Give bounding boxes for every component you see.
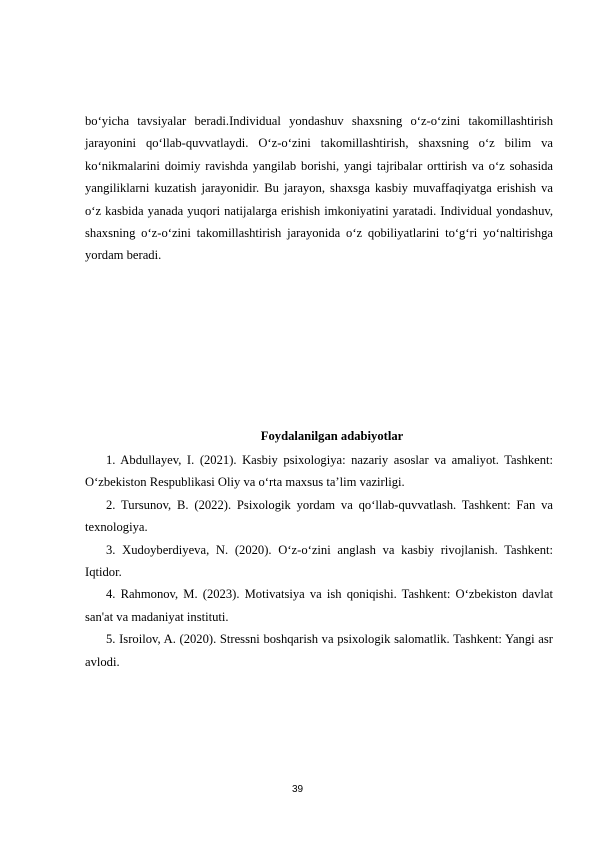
reference-item: 1. Abdullayev, I. (2021). Kasbiy psixologiya: nazariy asoslar va amaliyot. Tashkent: O‘zbekiston Respublikasi Oliy va o‘rta maxsus ta’lim vazirligi. — [85, 453, 553, 490]
references-heading: Foydalanilgan adabiyotlar — [260, 429, 404, 443]
reference-item: 4. Rahmonov, M. (2023). Motivatsiya va ish qoniqishi. Tashkent: O‘zbekiston davlat san'at va madaniyat instituti. — [85, 587, 553, 624]
reference-item: 2. Tursunov, B. (2022). Psixologik yordam va qo‘llab-quvvatlash. Tashkent: Fan va texnologiya. — [85, 497, 553, 535]
reference-item: 5. Isroilov, A. (2020). Stressni boshqarish va psixologik salomatlik. Tashkent: Yangi asr avlodi. — [85, 632, 553, 669]
references-list — [85, 449, 553, 673]
body-paragraph: bo‘yicha tavsiyalar beradi.Individual yondashuv shaxsning o‘z-o‘zini takomillashtirish jarayonini qo‘llab-quvvatlaydi. O‘z-o‘zini takomillashtirish, shaxsning o‘z bilim va ko‘nikmalarini doimiy ravishda yangilab borishi, yangi tajribalar orttirish va o‘z sohasida yangiliklarni kuzatish jarayonidir. Bu jarayon, shaxsga kasbiy muvaffaqiyatga erishish va o‘z kasbida yanada yuqori natijalarga erishish imkoniyatini yaratadi. Individual yondashuv, shaxsning o‘z-o‘zini takomillashtirish jarayonida o‘z qobiliyatlarini to‘g‘ri yo‘naltirishga yordam beradi. — [85, 114, 553, 263]
reference-item: 3. Xudoyberdiyeva, N. (2020). O‘z-o‘zini anglash va kasbiy rivojlanish. Tashkent: Iqtidor. — [85, 542, 553, 580]
page-number: 39 — [291, 784, 304, 795]
